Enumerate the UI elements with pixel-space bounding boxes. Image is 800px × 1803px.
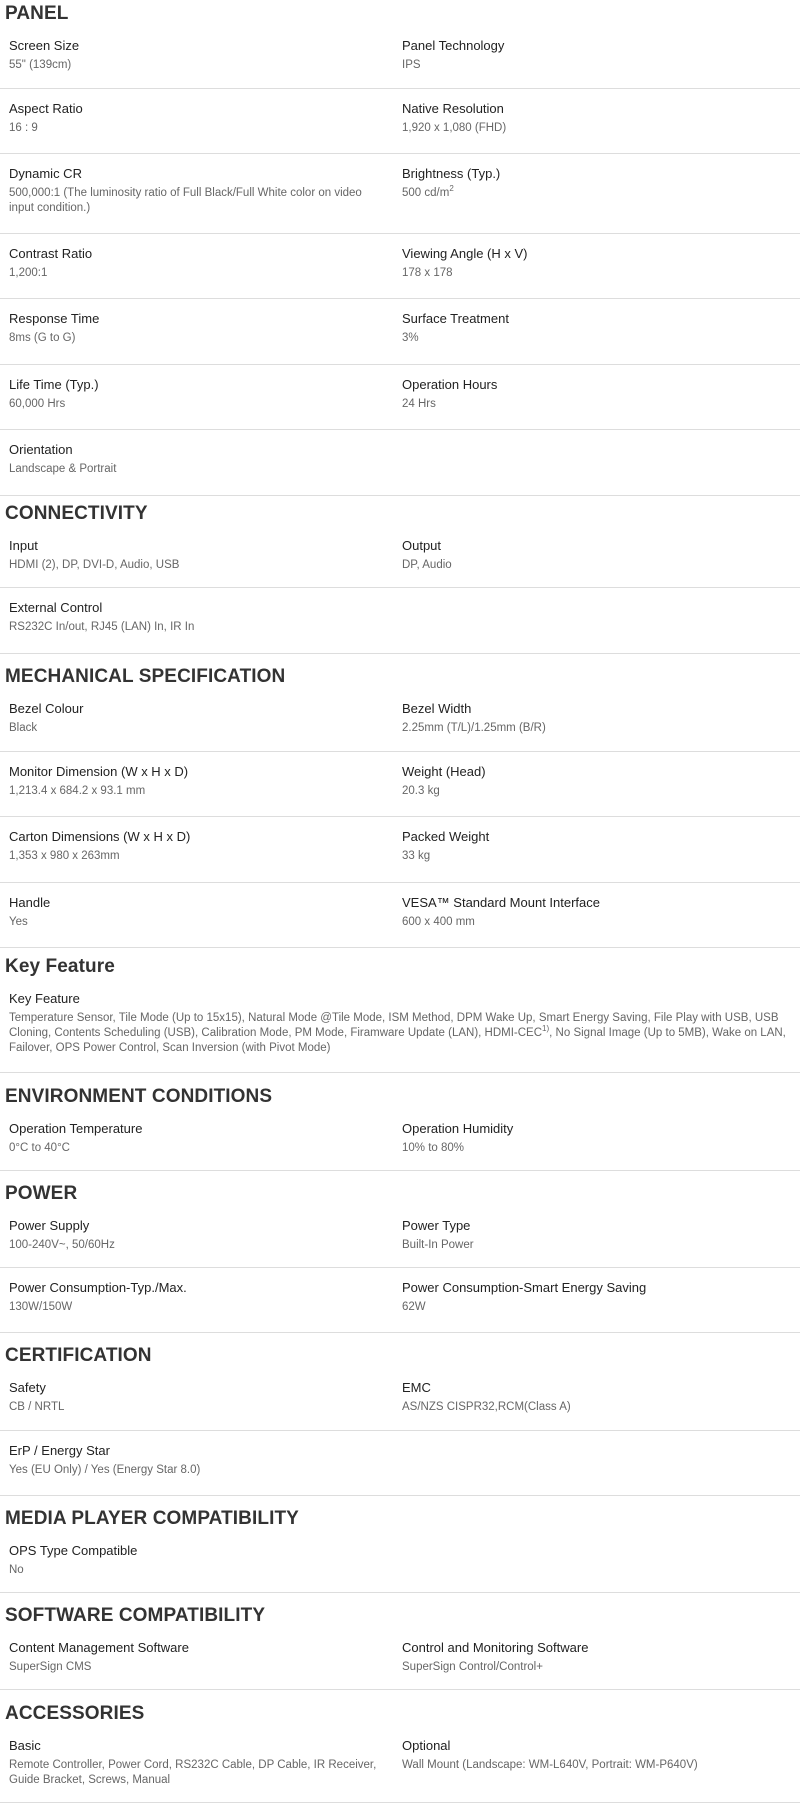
spec-label: Contrast Ratio (9, 246, 93, 261)
spec-item (9, 817, 389, 864)
spec-value: 2.25mm (T/L)/1.25mm (B/R) (402, 722, 546, 734)
section-environment (0, 1083, 800, 1171)
spec-item (9, 299, 389, 346)
spec-value: 55" (139cm) (9, 59, 72, 71)
spec-label: Dynamic CR (9, 166, 82, 181)
spec-row (0, 1109, 800, 1171)
spec-label: Operation Hours (402, 377, 498, 392)
spec-value: Landscape & Portrait (9, 463, 117, 475)
spec-value: DP, Audio (402, 559, 452, 571)
spec-row (0, 588, 800, 654)
spec-label: VESA™ Standard Mount Interface (402, 895, 600, 910)
spec-label: Control and Monitoring Software (402, 1640, 589, 1655)
spec-row (0, 1431, 800, 1496)
spec-item (402, 26, 792, 73)
spec-item (9, 154, 389, 216)
spec-value-text: , No Signal Image (Up to 5MB), Wake on LAN, Failover, OPS Power Control, Scan Inversion (with Pivot Mode) (9, 1027, 786, 1054)
spec-label: Safety (9, 1380, 46, 1395)
spec-item (402, 1368, 792, 1415)
spec-row (0, 26, 800, 89)
section-title-accessories: ACCESSORIES (5, 1703, 145, 1724)
spec-item (9, 752, 389, 799)
spec-label: Optional (402, 1738, 451, 1753)
spec-label: Orientation (9, 442, 73, 457)
spec-label: Screen Size (9, 38, 80, 53)
spec-item (9, 1206, 389, 1253)
spec-row (0, 689, 800, 752)
spec-item (402, 526, 792, 573)
spec-label: Handle (9, 895, 51, 910)
footnote-mark: 1) (542, 1024, 550, 1034)
spec-item (402, 752, 792, 799)
spec-label: Content Management Software (9, 1640, 189, 1655)
spec-label: Brightness (Typ.) (402, 166, 501, 181)
spec-value: 16 : 9 (9, 122, 38, 134)
spec-item (9, 979, 789, 1056)
spec-value (402, 186, 792, 201)
spec-label: Bezel Width (402, 701, 472, 716)
spec-row (0, 1368, 800, 1431)
spec-value: SuperSign CMS (9, 1661, 92, 1673)
spec-row (0, 752, 800, 817)
spec-item (9, 234, 389, 281)
spec-label: Aspect Ratio (9, 101, 83, 116)
spec-value: HDMI (2), DP, DVI-D, Audio, USB (9, 559, 180, 571)
spec-row (0, 1531, 800, 1593)
spec-row (0, 1628, 800, 1690)
spec-value-text: 500 cd/m (402, 187, 450, 199)
spec-label: EMC (402, 1380, 431, 1395)
spec-value: Yes (EU Only) / Yes (Energy Star 8.0) (9, 1464, 201, 1476)
spec-label: Power Consumption-Smart Energy Saving (402, 1280, 647, 1295)
section-software (0, 1602, 800, 1690)
spec-value: 500,000:1 (The luminosity ratio of Full Black/Full White color on video input condition.) (9, 187, 362, 214)
spec-label: Packed Weight (402, 829, 490, 844)
section-title-key-feature: Key Feature (5, 956, 115, 977)
spec-label: Panel Technology (402, 38, 505, 53)
spec-label: Key Feature (9, 991, 80, 1006)
spec-value: 600 x 400 mm (402, 916, 475, 928)
spec-item (402, 817, 792, 864)
section-title-connectivity: CONNECTIVITY (5, 503, 148, 524)
section-title-panel: PANEL (5, 3, 69, 24)
section-certification (0, 1342, 800, 1496)
spec-row (0, 526, 800, 588)
spec-item (402, 234, 792, 281)
spec-value: 20.3 kg (402, 785, 440, 797)
spec-label: Surface Treatment (402, 311, 509, 326)
spec-value: AS/NZS CISPR32,RCM(Class A) (402, 1401, 571, 1413)
spec-row (0, 979, 800, 1073)
spec-item (9, 1109, 389, 1156)
spec-value: Wall Mount (Landscape: WM-L640V, Portrait: WM-P640V) (402, 1759, 698, 1771)
spec-value: IPS (402, 59, 421, 71)
spec-label: Monitor Dimension (W x H x D) (9, 764, 189, 779)
spec-value: SuperSign Control/Control+ (402, 1661, 543, 1673)
spec-value: 178 x 178 (402, 267, 453, 279)
spec-row (0, 365, 800, 430)
spec-row (0, 817, 800, 883)
spec-value: 130W/150W (9, 1301, 73, 1313)
spec-item (9, 526, 389, 573)
spec-item (402, 689, 792, 736)
spec-value: 60,000 Hrs (9, 398, 66, 410)
spec-label: Weight (Head) (402, 764, 486, 779)
section-accessories (0, 1700, 800, 1803)
spec-item (9, 588, 389, 635)
spec-item (9, 430, 389, 477)
spec-label: Response Time (9, 311, 100, 326)
spec-item (9, 1268, 389, 1315)
spec-item (402, 1268, 792, 1315)
spec-value: No (9, 1564, 24, 1576)
spec-item (402, 1628, 792, 1675)
spec-item (402, 1206, 792, 1253)
spec-row (0, 234, 800, 299)
spec-label: Output (402, 538, 442, 553)
spec-value: 1,920 x 1,080 (FHD) (402, 122, 507, 134)
spec-label: External Control (9, 600, 103, 615)
spec-value: CB / NRTL (9, 1401, 65, 1413)
spec-row (0, 89, 800, 154)
spec-item (402, 154, 792, 201)
spec-label: Carton Dimensions (W x H x D) (9, 829, 191, 844)
spec-value (9, 1011, 789, 1056)
spec-value: Yes (9, 916, 28, 928)
spec-value: 10% to 80% (402, 1142, 465, 1154)
spec-item (402, 89, 792, 136)
spec-value: 24 Hrs (402, 398, 436, 410)
spec-item (9, 26, 389, 73)
section-title-environment: ENVIRONMENT CONDITIONS (5, 1086, 273, 1107)
spec-value: 1,213.4 x 684.2 x 93.1 mm (9, 785, 146, 797)
spec-label: Power Consumption-Typ./Max. (9, 1280, 187, 1295)
spec-value: 0°C to 40°C (9, 1142, 70, 1154)
spec-row (0, 1206, 800, 1268)
section-connectivity (0, 500, 800, 654)
spec-value: Built-In Power (402, 1239, 474, 1251)
spec-row (0, 154, 800, 234)
spec-label: Operation Temperature (9, 1121, 143, 1136)
spec-value: Remote Controller, Power Cord, RS232C Cable, DP Cable, IR Receiver, Guide Bracket, Screws, Manual (9, 1759, 377, 1786)
spec-item (9, 89, 389, 136)
spec-value: 33 kg (402, 850, 431, 862)
spec-label: Power Type (402, 1218, 471, 1233)
spec-item (9, 1368, 389, 1415)
spec-item (9, 689, 389, 736)
spec-label: Basic (9, 1738, 41, 1753)
spec-item (9, 883, 389, 930)
spec-label: Bezel Colour (9, 701, 84, 716)
spec-label: Power Supply (9, 1218, 90, 1233)
section-key-feature (0, 953, 800, 1073)
section-title-media-player: MEDIA PLAYER COMPATIBILITY (5, 1508, 299, 1529)
spec-value: 62W (402, 1301, 426, 1313)
spec-label: OPS Type Compatible (9, 1543, 138, 1558)
spec-item (402, 1109, 792, 1156)
section-mechanical (0, 663, 800, 948)
spec-label: ErP / Energy Star (9, 1443, 110, 1458)
section-media-player (0, 1505, 800, 1593)
spec-item (9, 1726, 389, 1788)
spec-label: Viewing Angle (H x V) (402, 246, 528, 261)
spec-item (402, 299, 792, 346)
section-title-software: SOFTWARE COMPATIBILITY (5, 1605, 266, 1626)
section-power (0, 1180, 800, 1333)
spec-item (9, 1628, 389, 1675)
spec-value: 1,353 x 980 x 263mm (9, 850, 120, 862)
section-title-mechanical: MECHANICAL SPECIFICATION (5, 666, 286, 687)
spec-label: Input (9, 538, 38, 553)
section-title-certification: CERTIFICATION (5, 1345, 152, 1366)
superscript: 2 (449, 184, 454, 194)
spec-row (0, 1726, 800, 1803)
spec-row (0, 299, 800, 365)
spec-value: 100-240V~, 50/60Hz (9, 1239, 115, 1251)
spec-value: 1,200:1 (9, 267, 48, 279)
spec-item (402, 1726, 792, 1773)
spec-row (0, 1268, 800, 1333)
spec-item (9, 365, 389, 412)
spec-row (0, 883, 800, 948)
spec-label: Operation Humidity (402, 1121, 514, 1136)
spec-value: 3% (402, 332, 419, 344)
spec-item (9, 1431, 389, 1478)
spec-value-text: Temperature Sensor, Tile Mode (Up to 15x15), Natural Mode @Tile Mode, ISM Method, DPM Wake Up, Smart Energy Saving, File Play with USB, USB Cloning, Contents Scheduling (USB), Calibration Mode, PM Mode, Firamware Update (LAN), HDMI-CEC (9, 1012, 779, 1039)
spec-value: RS232C In/out, RJ45 (LAN) In, IR In (9, 621, 195, 633)
spec-label: Life Time (Typ.) (9, 377, 99, 392)
section-panel (0, 0, 800, 496)
spec-label: Native Resolution (402, 101, 504, 116)
spec-item (402, 883, 792, 930)
spec-item (9, 1531, 389, 1578)
spec-row (0, 430, 800, 496)
spec-item (402, 365, 792, 412)
spec-value: 8ms (G to G) (9, 332, 76, 344)
spec-value: Black (9, 722, 38, 734)
section-title-power: POWER (5, 1183, 78, 1204)
